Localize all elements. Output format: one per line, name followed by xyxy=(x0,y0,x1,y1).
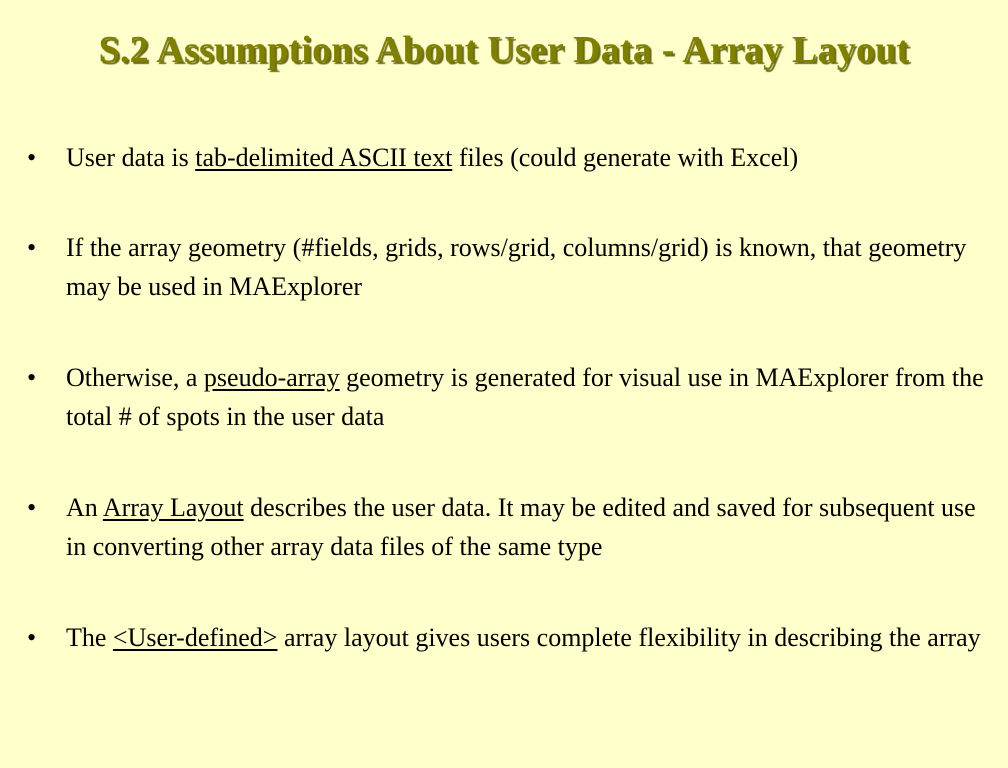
bullet-dot: • xyxy=(27,363,37,392)
bullet-dot: • xyxy=(27,623,37,652)
bullet-text xyxy=(66,618,990,657)
bullet-text-before: User data is xyxy=(66,143,196,172)
bullet-dot: • xyxy=(27,493,37,522)
underlined-term-tab-delimited: tab-delimited ASCII text xyxy=(195,143,453,172)
bullet-text-after: geometry is generated for visual use in MAExplorer from the total # of spots in the user data xyxy=(66,363,984,431)
bullet-text-after: files (could generate with Excel) xyxy=(452,143,799,172)
bullet-dot: • xyxy=(27,233,37,262)
bullet-text-after: describes the user data. It may be edited and saved for subsequent use in converting other array data files of the same type xyxy=(66,493,976,561)
bullet-text-before: Otherwise, a xyxy=(66,363,204,392)
bullet-text-before: The xyxy=(66,623,113,652)
underlined-term-array-layout: Array Layout xyxy=(102,493,244,522)
bullet-text-after: array layout gives users complete flexibility in describing the array xyxy=(277,623,981,652)
bullet-dot: • xyxy=(27,143,37,172)
bullet-text-before: An xyxy=(66,493,103,522)
slide-title: S.2 Assumptions About User Data - Array Layout xyxy=(98,29,910,71)
bullet-text xyxy=(66,138,990,177)
bullet-text xyxy=(66,358,990,436)
underlined-term-user-defined: <User-defined> xyxy=(112,623,278,652)
bullet-text xyxy=(66,488,990,566)
underlined-term-pseudo-array: pseudo-array xyxy=(203,363,340,392)
bullet-text: If the array geometry (#fields, grids, rows/grid, columns/grid) is known, that geometry may be used in MAExplorer xyxy=(66,233,967,301)
